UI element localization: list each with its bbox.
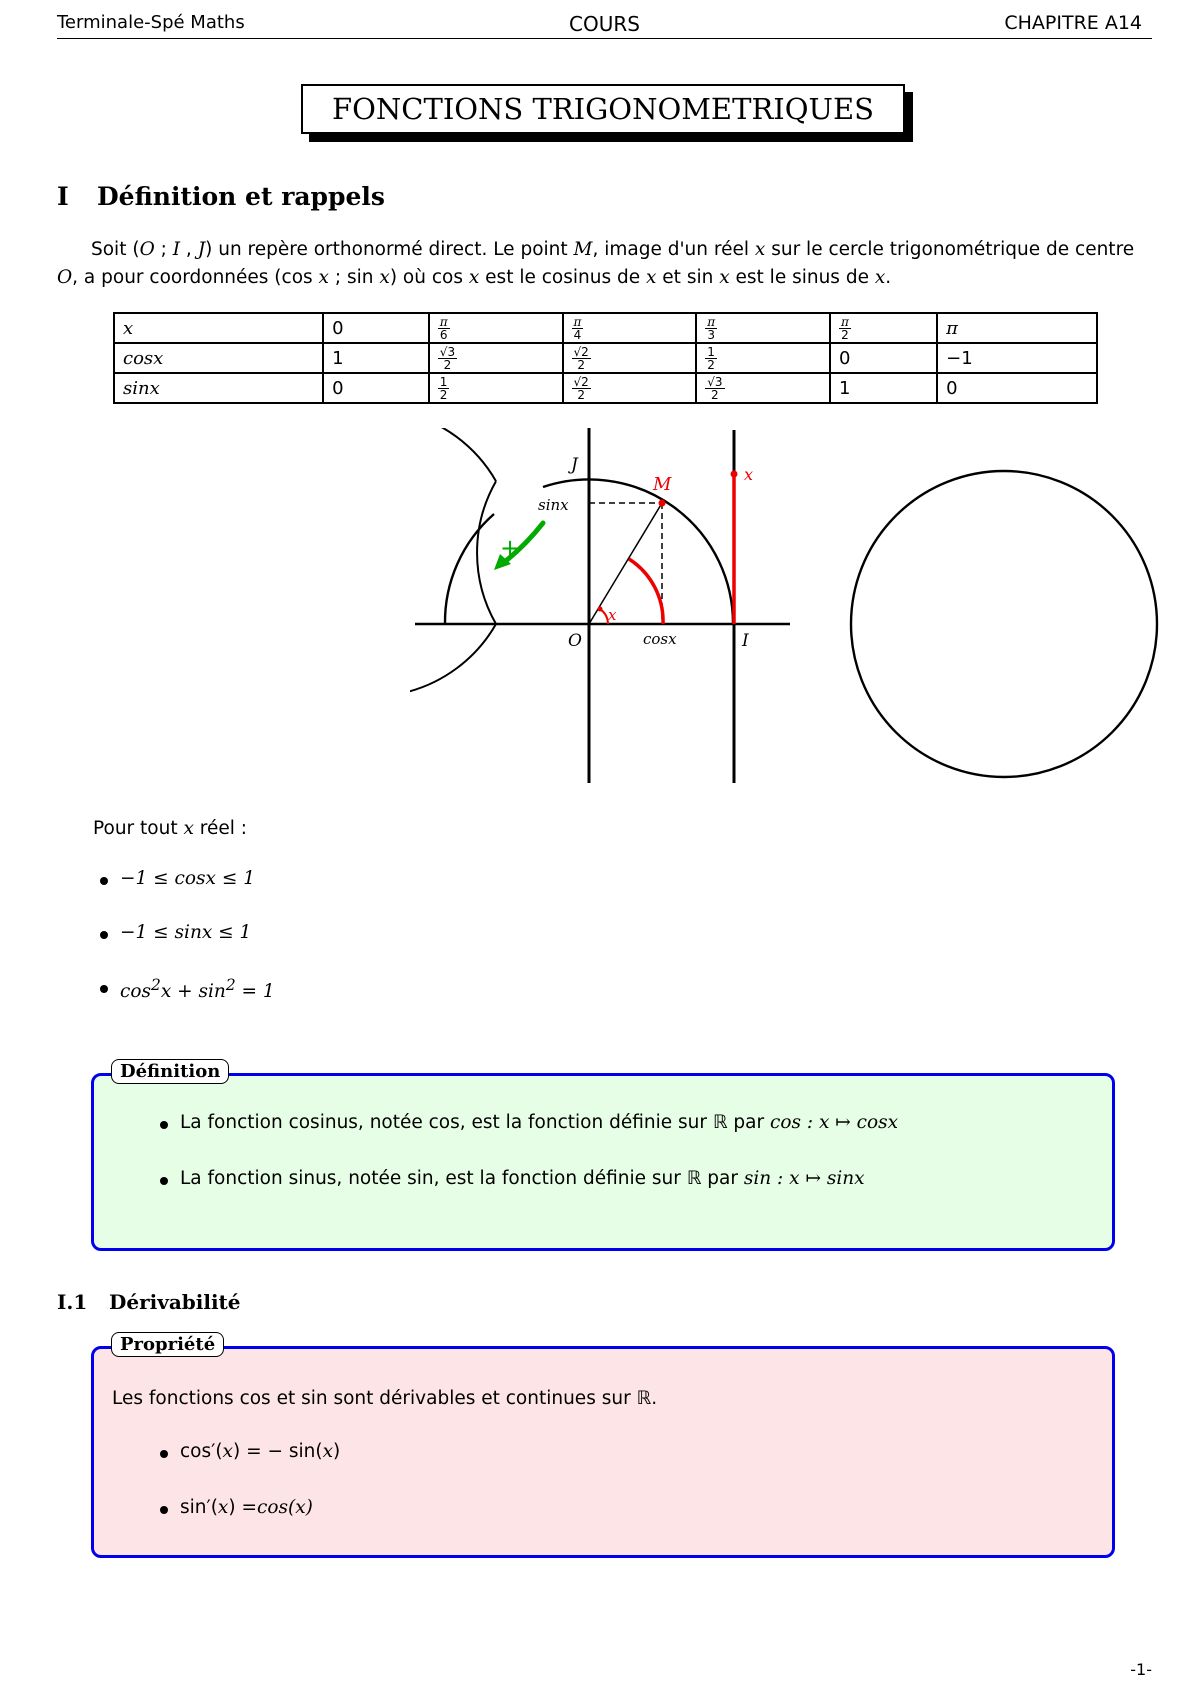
list-item: La fonction cosinus, notée cos, est la fonction définie sur ℝ par cos : x ↦ cosx [160, 1112, 898, 1168]
label-sinx: sinx [538, 496, 569, 514]
table-cell: sinx [114, 373, 323, 403]
trig-circle-figure [410, 428, 1170, 788]
table-cell: $\frac{\pi}{4}$ [563, 313, 697, 343]
definition-tag: Définition [111, 1059, 229, 1084]
table-row [114, 343, 1097, 373]
label-j: J [571, 455, 578, 475]
table-cell: x [114, 313, 323, 343]
list-item: sin′( x ) = cos( x ) [160, 1497, 340, 1553]
table-cell: 0 [323, 373, 429, 403]
table-cell: 0 [937, 373, 1097, 403]
table-row [114, 373, 1097, 403]
unit-circle-arc-left [445, 514, 494, 624]
definition-box [91, 1061, 1115, 1251]
table-cell: 1 [323, 343, 429, 373]
list-item: $\cos^2x + \sin^2 = 1$ [100, 976, 275, 1030]
header-left: Terminale-Spé Maths [57, 12, 245, 33]
radius-om [589, 503, 662, 624]
page-number: -1- [1130, 1660, 1152, 1679]
trig-values-table [113, 312, 1098, 404]
unit-circle-arc-right [543, 479, 733, 624]
page-title: FONCTIONS TRIGONOMETRIQUES [301, 84, 905, 134]
label-m: M [653, 474, 672, 495]
small-angle-arc [600, 609, 608, 624]
table-cell: $\frac{√3}{2}$ [696, 373, 830, 403]
property-list [160, 1441, 340, 1553]
table-cell: $\frac{\pi}{3}$ [696, 313, 830, 343]
section-1-heading [57, 182, 385, 211]
properties-intro: Pour tout x réel : [93, 818, 248, 839]
second-circle [851, 471, 1157, 777]
intro-paragraph: Soit (O ; I , J) un repère orthonormé direct. Le point M, image d'un réel x sur le cercle trigonométrique de centre O, a pour coordonnées (cos x ; sin x) où cos x est le cosinus de x et sin x est le sinus de x. [57, 239, 1135, 288]
table-cell: $\frac{√2}{2}$ [563, 373, 697, 403]
list-item: −1 ≤ sinx ≤ 1 [100, 922, 275, 976]
property-tag: Propriété [111, 1332, 224, 1357]
table-cell: $\frac{√3}{2}$ [429, 343, 563, 373]
small-angle-dot [598, 607, 603, 612]
section-title: Définition et rappels [97, 182, 386, 211]
label-plus: + [500, 534, 521, 562]
section-title: Dérivabilité [109, 1290, 241, 1314]
section-number: I.1 [57, 1290, 88, 1314]
table-cell: $\frac{√2}{2}$ [563, 343, 697, 373]
angle-arc [629, 559, 663, 624]
table-cell: $\frac{\pi}{6}$ [429, 313, 563, 343]
list-item: −1 ≤ cosx ≤ 1 [100, 868, 275, 922]
unit-circle-lower [410, 428, 496, 697]
table-cell: cosx [114, 343, 323, 373]
header-center: COURS [569, 12, 640, 36]
definition-list [160, 1112, 898, 1224]
section-number: I [57, 182, 69, 211]
table-cell: 0 [323, 313, 429, 343]
table-cell: 0 [830, 343, 937, 373]
label-x-tangent: x [744, 465, 754, 484]
list-item: La fonction sinus, notée sin, est la fonction définie sur ℝ par sin : x ↦ sinx [160, 1168, 898, 1224]
label-cosx: cosx [643, 630, 677, 648]
label-x-angle: x [608, 606, 617, 624]
section-1-1-heading [57, 1290, 241, 1314]
point-m [659, 500, 666, 507]
list-item: cos′( x ) = − sin( x ) [160, 1441, 340, 1497]
table-cell: $\frac{1}{2}$ [696, 343, 830, 373]
table-cell: π [937, 313, 1097, 343]
properties-list [100, 868, 275, 1030]
label-o: O [568, 631, 582, 651]
table-cell: −1 [937, 343, 1097, 373]
label-i: I [742, 631, 749, 651]
property-intro: Les fonctions cos et sin sont dérivables et continues sur ℝ. [112, 1388, 658, 1409]
table-cell: 1 [830, 373, 937, 403]
tangent-point [731, 471, 738, 478]
table-cell: $\frac{1}{2}$ [429, 373, 563, 403]
property-box [91, 1334, 1115, 1558]
table-cell: $\frac{\pi}{2}$ [830, 313, 937, 343]
header-right: CHAPITRE A14 [1004, 12, 1142, 34]
table-row [114, 313, 1097, 343]
page-header [57, 12, 1152, 39]
